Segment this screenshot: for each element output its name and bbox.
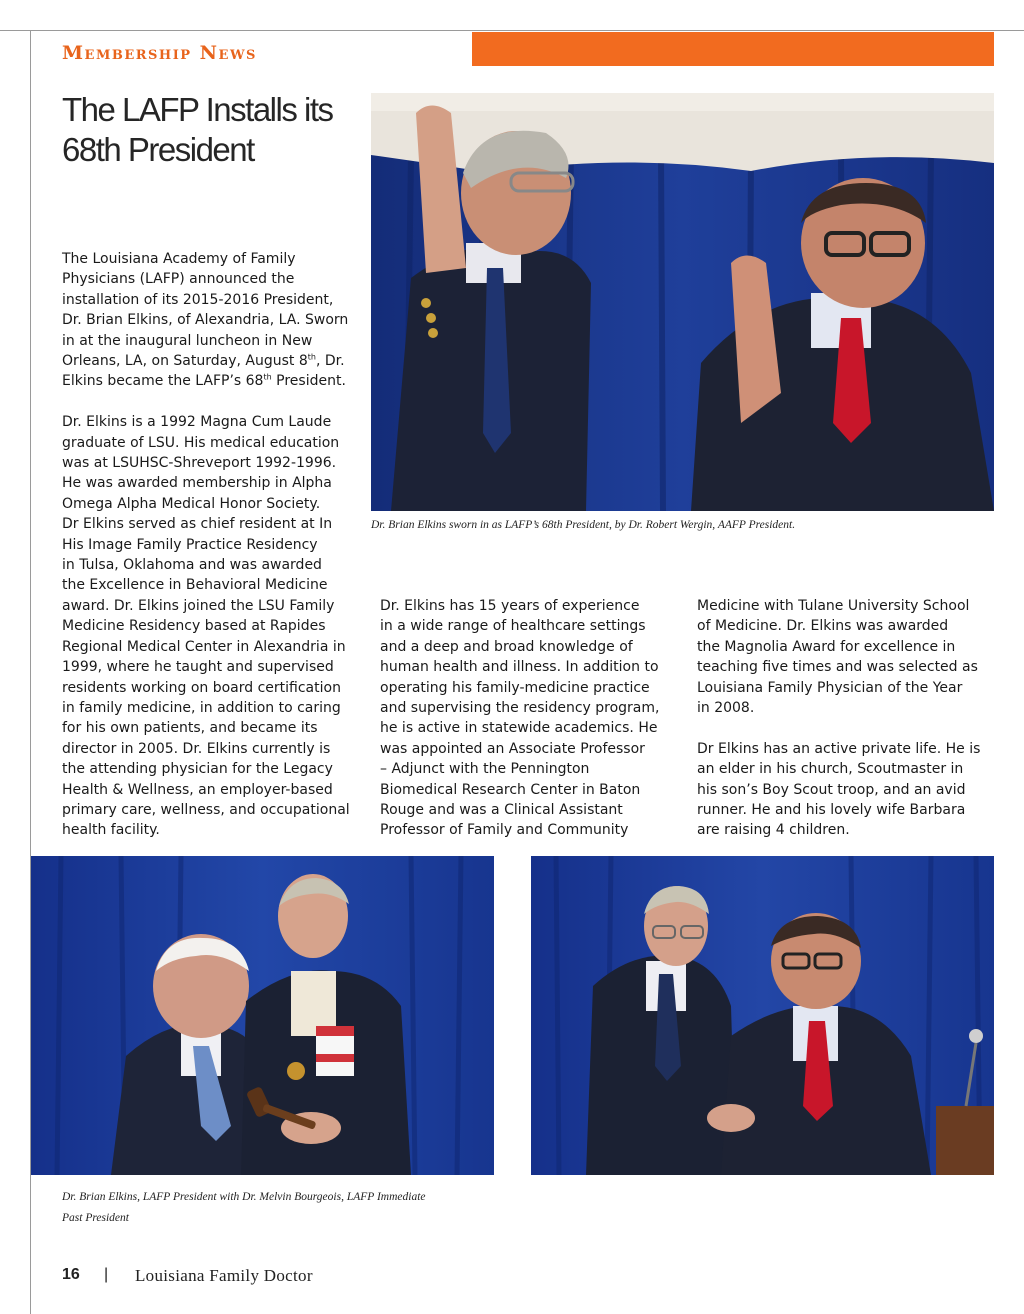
text-line: he is active in statewide academics. He: [380, 720, 658, 737]
text-line: Physicians (LAFP) announced the: [62, 271, 295, 288]
text-line: graduate of LSU. His medical education: [62, 434, 340, 451]
text-line: Medicine with Tulane University School: [697, 598, 970, 614]
text-line: health facility.: [62, 822, 160, 839]
superscript: th: [263, 372, 272, 382]
article-column-3: [697, 596, 1007, 841]
text-line: Dr. Elkins has 15 years of experience: [380, 598, 640, 614]
text-line: Health & Wellness, an employer-based: [62, 781, 333, 798]
text-line: of Medicine. Dr. Elkins was awarded: [697, 618, 949, 635]
text-line: Professor of Family and Community: [380, 822, 629, 839]
top-rule: [0, 30, 1024, 31]
text-line: are raising 4 children.: [697, 822, 850, 839]
text-line: award. Dr. Elkins joined the LSU Family: [62, 597, 335, 614]
text-line: Dr. Elkins is a 1992 Magna Cum Laude: [62, 414, 332, 431]
text-line: primary care, wellness, and occupational: [62, 801, 350, 818]
section-heading: Membership News: [62, 42, 257, 64]
photo-swearing-in: [371, 93, 994, 511]
text-line: and supervising the residency program,: [380, 700, 660, 717]
text-line: and a deep and broad knowledge of: [380, 638, 633, 655]
text-line: teaching five times and was selected as: [697, 659, 978, 676]
text-run: , Dr.: [315, 353, 345, 370]
caption-bottom-left-photo: [62, 1187, 502, 1229]
text-line: Dr. Brian Elkins, of Alexandria, LA. Sworn: [62, 312, 349, 329]
text-line: was at LSUHSC-Shreveport 1992-1996.: [62, 455, 337, 472]
text-line: His Image Family Practice Residency: [62, 536, 318, 553]
text-line: for his own patients, and became its: [62, 720, 318, 737]
page-number: 16: [62, 1266, 80, 1283]
text-line: Regional Medical Center in Alexandria in: [62, 638, 346, 655]
text-line: Dr Elkins has an active private life. He is: [697, 740, 981, 757]
text-line: human health and illness. In addition to: [380, 659, 659, 676]
photo-handshake: [531, 856, 994, 1175]
superscript: th: [307, 352, 316, 362]
text-line: The Louisiana Academy of Family: [62, 251, 296, 267]
text-line: Dr Elkins served as chief resident at In: [62, 516, 333, 533]
footer-separator: |: [104, 1266, 109, 1283]
text-line: in at the inaugural luncheon in New: [62, 332, 313, 349]
text-line: Medicine Residency based at Rapides: [62, 618, 326, 635]
photo-gavel-handoff: [31, 856, 494, 1175]
text-run: Elkins became the LAFP’s 68: [62, 373, 264, 390]
text-line: his son’s Boy Scout troop, and an avid: [697, 781, 966, 798]
text-line: in a wide range of healthcare settings: [380, 618, 646, 635]
text-line: Omega Alpha Medical Honor Society.: [62, 495, 321, 512]
article-column-2: [380, 596, 690, 841]
text-run: President.: [271, 373, 346, 390]
text-line: residents working on board certification: [62, 679, 341, 696]
text-line: an elder in his church, Scoutmaster in: [697, 761, 964, 778]
text-line: in 2008.: [697, 700, 755, 717]
caption-line: Dr. Brian Elkins, LAFP President with Dr. Melvin Bourgeois, LAFP Immediate: [62, 1191, 426, 1203]
article-column-1: [62, 249, 367, 841]
text-run: Orleans, LA, on Saturday, August 8: [62, 353, 308, 370]
caption-line: Past President: [62, 1212, 129, 1224]
text-line: installation of its 2015-2016 President,: [62, 291, 334, 308]
text-line: in family medicine, in addition to caring: [62, 699, 341, 716]
text-line: [62, 371, 367, 391]
accent-bar: [472, 32, 994, 66]
text-line: 1999, where he taught and supervised: [62, 659, 334, 676]
text-line: – Adjunct with the Pennington: [380, 761, 590, 778]
text-line: director in 2005. Dr. Elkins currently is: [62, 740, 331, 757]
text-line: runner. He and his lovely wife Barbara: [697, 802, 966, 819]
text-line: operating his family-medicine practice: [380, 679, 650, 696]
article-title: The LAFP Installs its 68th President: [62, 91, 333, 168]
text-line: in Tulsa, Oklahoma and was awarded: [62, 557, 322, 574]
text-line: [62, 351, 367, 371]
text-line: the Excellence in Behavioral Medicine: [62, 577, 328, 594]
text-line: Biomedical Research Center in Baton: [380, 781, 641, 798]
publication-name: Louisiana Family Doctor: [135, 1266, 313, 1285]
text-line: was appointed an Associate Professor: [380, 740, 645, 757]
text-line: Louisiana Family Physician of the Year: [697, 679, 963, 696]
text-line: Rouge and was a Clinical Assistant: [380, 802, 623, 819]
caption-top-photo: Dr. Brian Elkins sworn in as LAFP’s 68th President, by Dr. Robert Wergin, AAFP President.: [371, 519, 796, 531]
text-line: the Magnolia Award for excellence in: [697, 638, 956, 655]
text-line: the attending physician for the Legacy: [62, 761, 333, 778]
text-line: He was awarded membership in Alpha: [62, 475, 332, 492]
